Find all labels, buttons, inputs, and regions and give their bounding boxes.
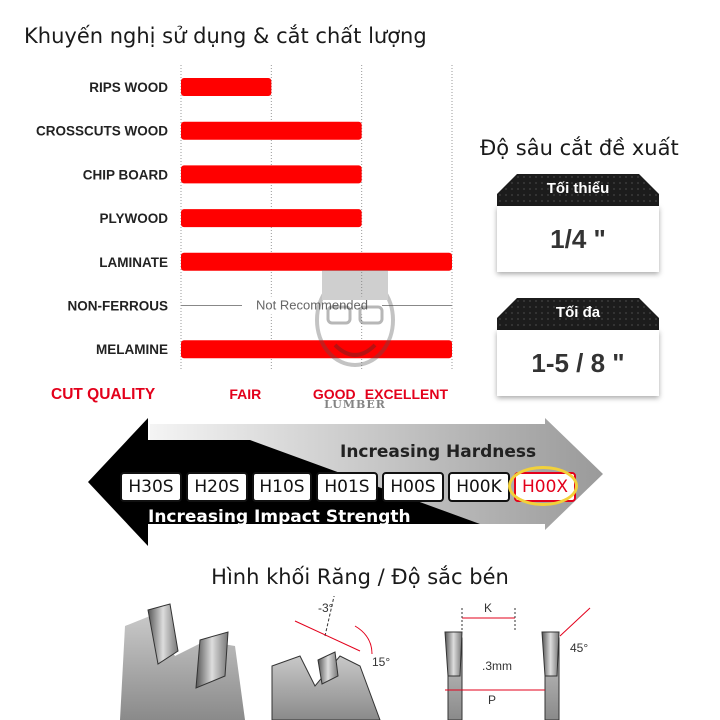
dim-p: P [488, 693, 497, 707]
min-depth-card [497, 174, 659, 274]
category-label: MELAMINE [96, 342, 168, 358]
x-tick-label: FAIR [229, 386, 262, 402]
category-label: LAMINATE [99, 254, 168, 270]
dim-thickness: .3mm [482, 659, 512, 673]
min-depth-value: 1/4 " [497, 206, 659, 272]
grade-h30s: H30S [120, 472, 182, 502]
angle-side: 15° [372, 655, 391, 669]
watermark-text: LUMBER [324, 398, 386, 411]
grade-h00k: H00K [448, 472, 510, 502]
chart-title: Khuyến nghị sử dụng & cắt chất lượng [24, 24, 427, 48]
angle-bevel: 45° [570, 641, 589, 655]
dim-k: K [484, 601, 493, 615]
max-depth-label: Tối đa [555, 304, 601, 321]
category-label: PLYWOOD [99, 211, 168, 227]
bar [181, 209, 362, 227]
bar [181, 165, 362, 183]
tooth-geometry-diagram [0, 596, 720, 720]
grade-h20s: H20S [186, 472, 248, 502]
bar [181, 122, 362, 140]
category-label: NON-FERROUS [67, 298, 168, 314]
x-axis-label: CUT QUALITY [51, 386, 156, 403]
grade-h10s: H10S [252, 472, 312, 502]
bar [181, 78, 271, 96]
depth-title: Độ sâu cắt đề xuất [480, 136, 679, 160]
angle-top: -3° [318, 601, 334, 615]
increasing-hardness-label: Increasing Hardness [340, 442, 537, 462]
tooth-perspective [120, 604, 245, 720]
watermark-logo [300, 245, 410, 415]
increasing-impact-label: Increasing Impact Strength [148, 507, 411, 527]
tooth-title: Hình khối Răng / Độ sắc bén [211, 565, 509, 589]
max-depth-card [497, 298, 659, 398]
tooth-side-profile [272, 596, 390, 720]
min-depth-label: Tối thiểu [546, 180, 610, 197]
x-tick-label: EXCELLENT [364, 386, 448, 402]
not-recommended-label: Not Recommended [256, 297, 368, 313]
grade-h00s: H00S [382, 472, 444, 502]
category-label: RIPS WOOD [89, 80, 168, 95]
max-depth-value: 1-5 / 8 " [497, 330, 659, 396]
tooth-front-view [445, 601, 590, 720]
x-tick-label: GOOD [312, 386, 356, 402]
highlight-ring [508, 466, 578, 506]
category-label: CROSSCUTS WOOD [35, 123, 168, 139]
grade-h00x: H00X [514, 472, 576, 502]
grade-h01s: H01S [316, 472, 378, 502]
category-label: CHIP BOARD [82, 167, 168, 183]
